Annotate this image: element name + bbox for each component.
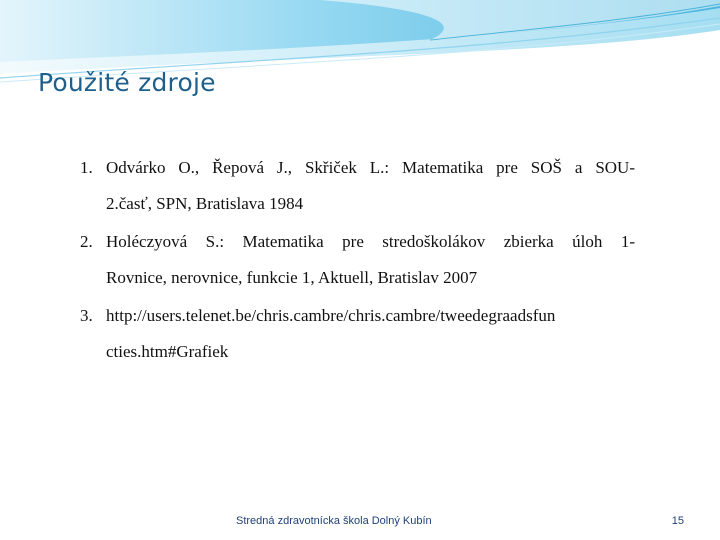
reference-text-line: Holéczyová S.: Matematika pre stredoškolákov zbierka úloh 1- <box>106 232 635 251</box>
reference-text-line: 2.časť, SPN, Bratislava 1984 <box>106 194 304 213</box>
reference-text-line: Rovnice, nerovnice, funkcie 1, Aktuell, Bratislav 2007 <box>106 268 478 287</box>
page-number: 15 <box>671 515 684 527</box>
reference-item <box>80 298 635 370</box>
slide-title: Použité zdroje <box>38 68 216 97</box>
reference-number: 2. <box>80 232 93 251</box>
reference-number: 1. <box>80 158 93 177</box>
reference-link-line[interactable]: http://users.telenet.be/chris.cambre/chris.cambre/tweedegraadsfun <box>106 306 556 325</box>
reference-item <box>80 150 635 222</box>
footer-text: Stredná zdravotnícka škola Dolný Kubín <box>236 515 432 527</box>
reference-number: 3. <box>80 306 93 325</box>
reference-list <box>80 150 635 372</box>
reference-text-line: Odvárko O., Řepová J., Skřiček L.: Matematika pre SOŠ a SOU- <box>106 158 635 177</box>
reference-link-line[interactable]: cties.htm#Grafiek <box>106 342 229 361</box>
reference-item <box>80 224 635 296</box>
